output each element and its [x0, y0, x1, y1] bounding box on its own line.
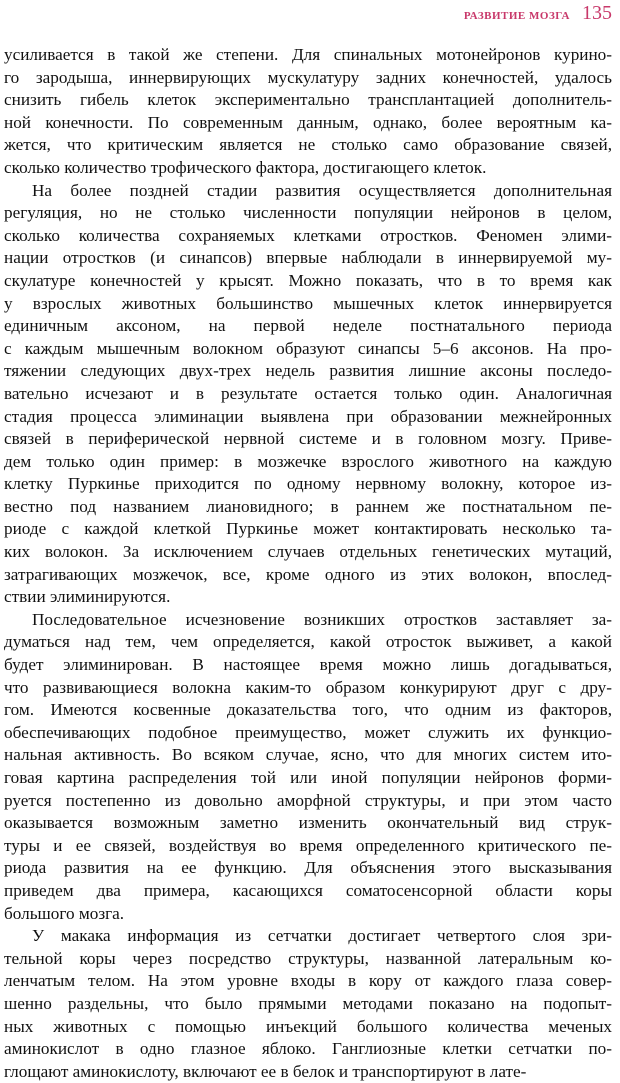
text-line: сколько количества сохраняемых клетками отростков. Феномен элими-: [4, 225, 612, 245]
text-line: связей в периферической нервной системе и в головном мозгу. Приве-: [4, 429, 612, 449]
text-line: обеспечивающих подобное преимущество, может служить их функцио-: [4, 722, 612, 742]
text-line: туры и ее связей, воздействуя во время определенного критического пе-: [4, 835, 612, 855]
text-line: жется, что критическим является не столько само образование связей,: [4, 135, 612, 155]
text-line: ленчатым телом. На этом уровне входы в кору от каждого глаза совер-: [4, 971, 612, 991]
text-line: вестно под названием лиановидного; в раннем же постнатальном пе-: [4, 496, 612, 516]
text-line: тяжении следующих двух-трех недель развития лишние аксоны последо-: [4, 361, 612, 381]
text-line: скулатуре конечностей у крысят. Можно показать, что в то время как: [4, 270, 612, 290]
text-line: ной конечности. По современным данным, однако, более вероятным ка-: [4, 112, 612, 132]
text-line: глощают аминокислоту, включают ее в белок и транспортируют в лате-: [4, 1061, 527, 1081]
text-line: с каждым мышечным волокном образуют синапсы 5–6 аксонов. На про-: [4, 338, 612, 358]
text-line: оказывается возможным заметно изменить окончательный вид струк-: [4, 813, 612, 833]
text-line: ствии элиминируются.: [4, 587, 171, 607]
text-line: ких волокон. За исключением случаев отдельных генетических мутаций,: [4, 542, 612, 562]
text-line: что развивающиеся волокна каким-то образом конкурируют друг с дру-: [4, 677, 612, 697]
text-line: снизить гибель клеток экспериментально трансплантацией дополнитель-: [4, 90, 612, 110]
paragraph: [4, 180, 612, 609]
text-line: у взрослых животных большинство мышечных клеток иннервируется: [4, 293, 612, 313]
text-line: думаться над тем, чем определяется, какой отросток выживет, а какой: [4, 632, 612, 652]
text-line: ных животных с помощью инъекций большого количества меченых: [4, 1016, 612, 1036]
text-line: стадия процесса элиминации выявлена при образовании межнейронных: [4, 406, 612, 426]
text-line: дем только один пример: в мозжечке взрослого животного на каждую: [4, 451, 612, 471]
text-line: будет элиминирован. В настоящее время можно лишь догадываться,: [4, 655, 612, 675]
page-number: 135: [582, 2, 612, 24]
paragraph: [4, 609, 612, 925]
text-line: клетку Пуркинье приходится по одному нервному волокну, которое из-: [4, 474, 612, 494]
text-line: затрагивающих мозжечок, все, кроме одного из этих волокон, впослед-: [4, 564, 612, 584]
paragraph: [4, 44, 612, 180]
text-line: тельной коры через посредство структуры, названной латеральным ко-: [4, 948, 612, 968]
running-head: [464, 2, 612, 25]
running-title: РАЗВИТИЕ МОЗГА: [463, 10, 570, 22]
text-line: На более поздней стадии развития осуществляется дополнительная: [32, 180, 612, 200]
text-line: гом. Имеются косвенные доказательства того, что одним из факторов,: [4, 700, 612, 720]
text-line: вательно исчезают и в результате остается только один. Аналогичная: [4, 383, 612, 403]
text-line: регуляция, но не столько численности популяции нейронов в целом,: [4, 203, 612, 223]
text-line: го зародыша, иннервирующих мускулатуру задних конечностей, удалось: [4, 67, 612, 87]
text-line: усиливается в такой же степени. Для спинальных мотонейронов курино-: [4, 45, 612, 64]
text-line: риоде с каждой клеткой Пуркинье может контактировать несколько та-: [4, 519, 612, 539]
page-body: [4, 44, 612, 1083]
text-line: аминокислот в одно глазное яблоко. Ганглиозные клетки сетчатки по-: [4, 1039, 612, 1059]
text-line: нальная активность. Во всяком случае, ясно, что для многих систем ито-: [4, 745, 612, 765]
text-line: сколько количество трофического фактора, достигающего клеток.: [4, 157, 487, 177]
text-line: шенно раздельны, что было прямыми методами показано на подопыт-: [4, 993, 612, 1013]
text-line: Последовательное исчезновение возникших отростков заставляет за-: [32, 609, 612, 629]
text-line: говая картина распределения той или иной популяции нейронов форми-: [4, 768, 612, 787]
text-line: У макака информация из сетчатки достигает четвертого слоя зри-: [32, 926, 612, 946]
text-line: нации отростков (и синапсов) впервые наблюдали в иннервируемой му-: [4, 248, 612, 268]
text-line: приведем два примера, касающихся соматосенсорной области коры: [4, 880, 612, 900]
text-line: риода развития на ее функцию. Для объяснения этого высказывания: [4, 858, 612, 878]
paragraph: [4, 925, 612, 1083]
text-line: большого мозга.: [4, 903, 125, 923]
text-line: единичным аксоном, на первой неделе постнатального периода: [4, 316, 612, 336]
text-line: руется постепенно из довольно аморфной структуры, и при этом часто: [4, 790, 612, 810]
